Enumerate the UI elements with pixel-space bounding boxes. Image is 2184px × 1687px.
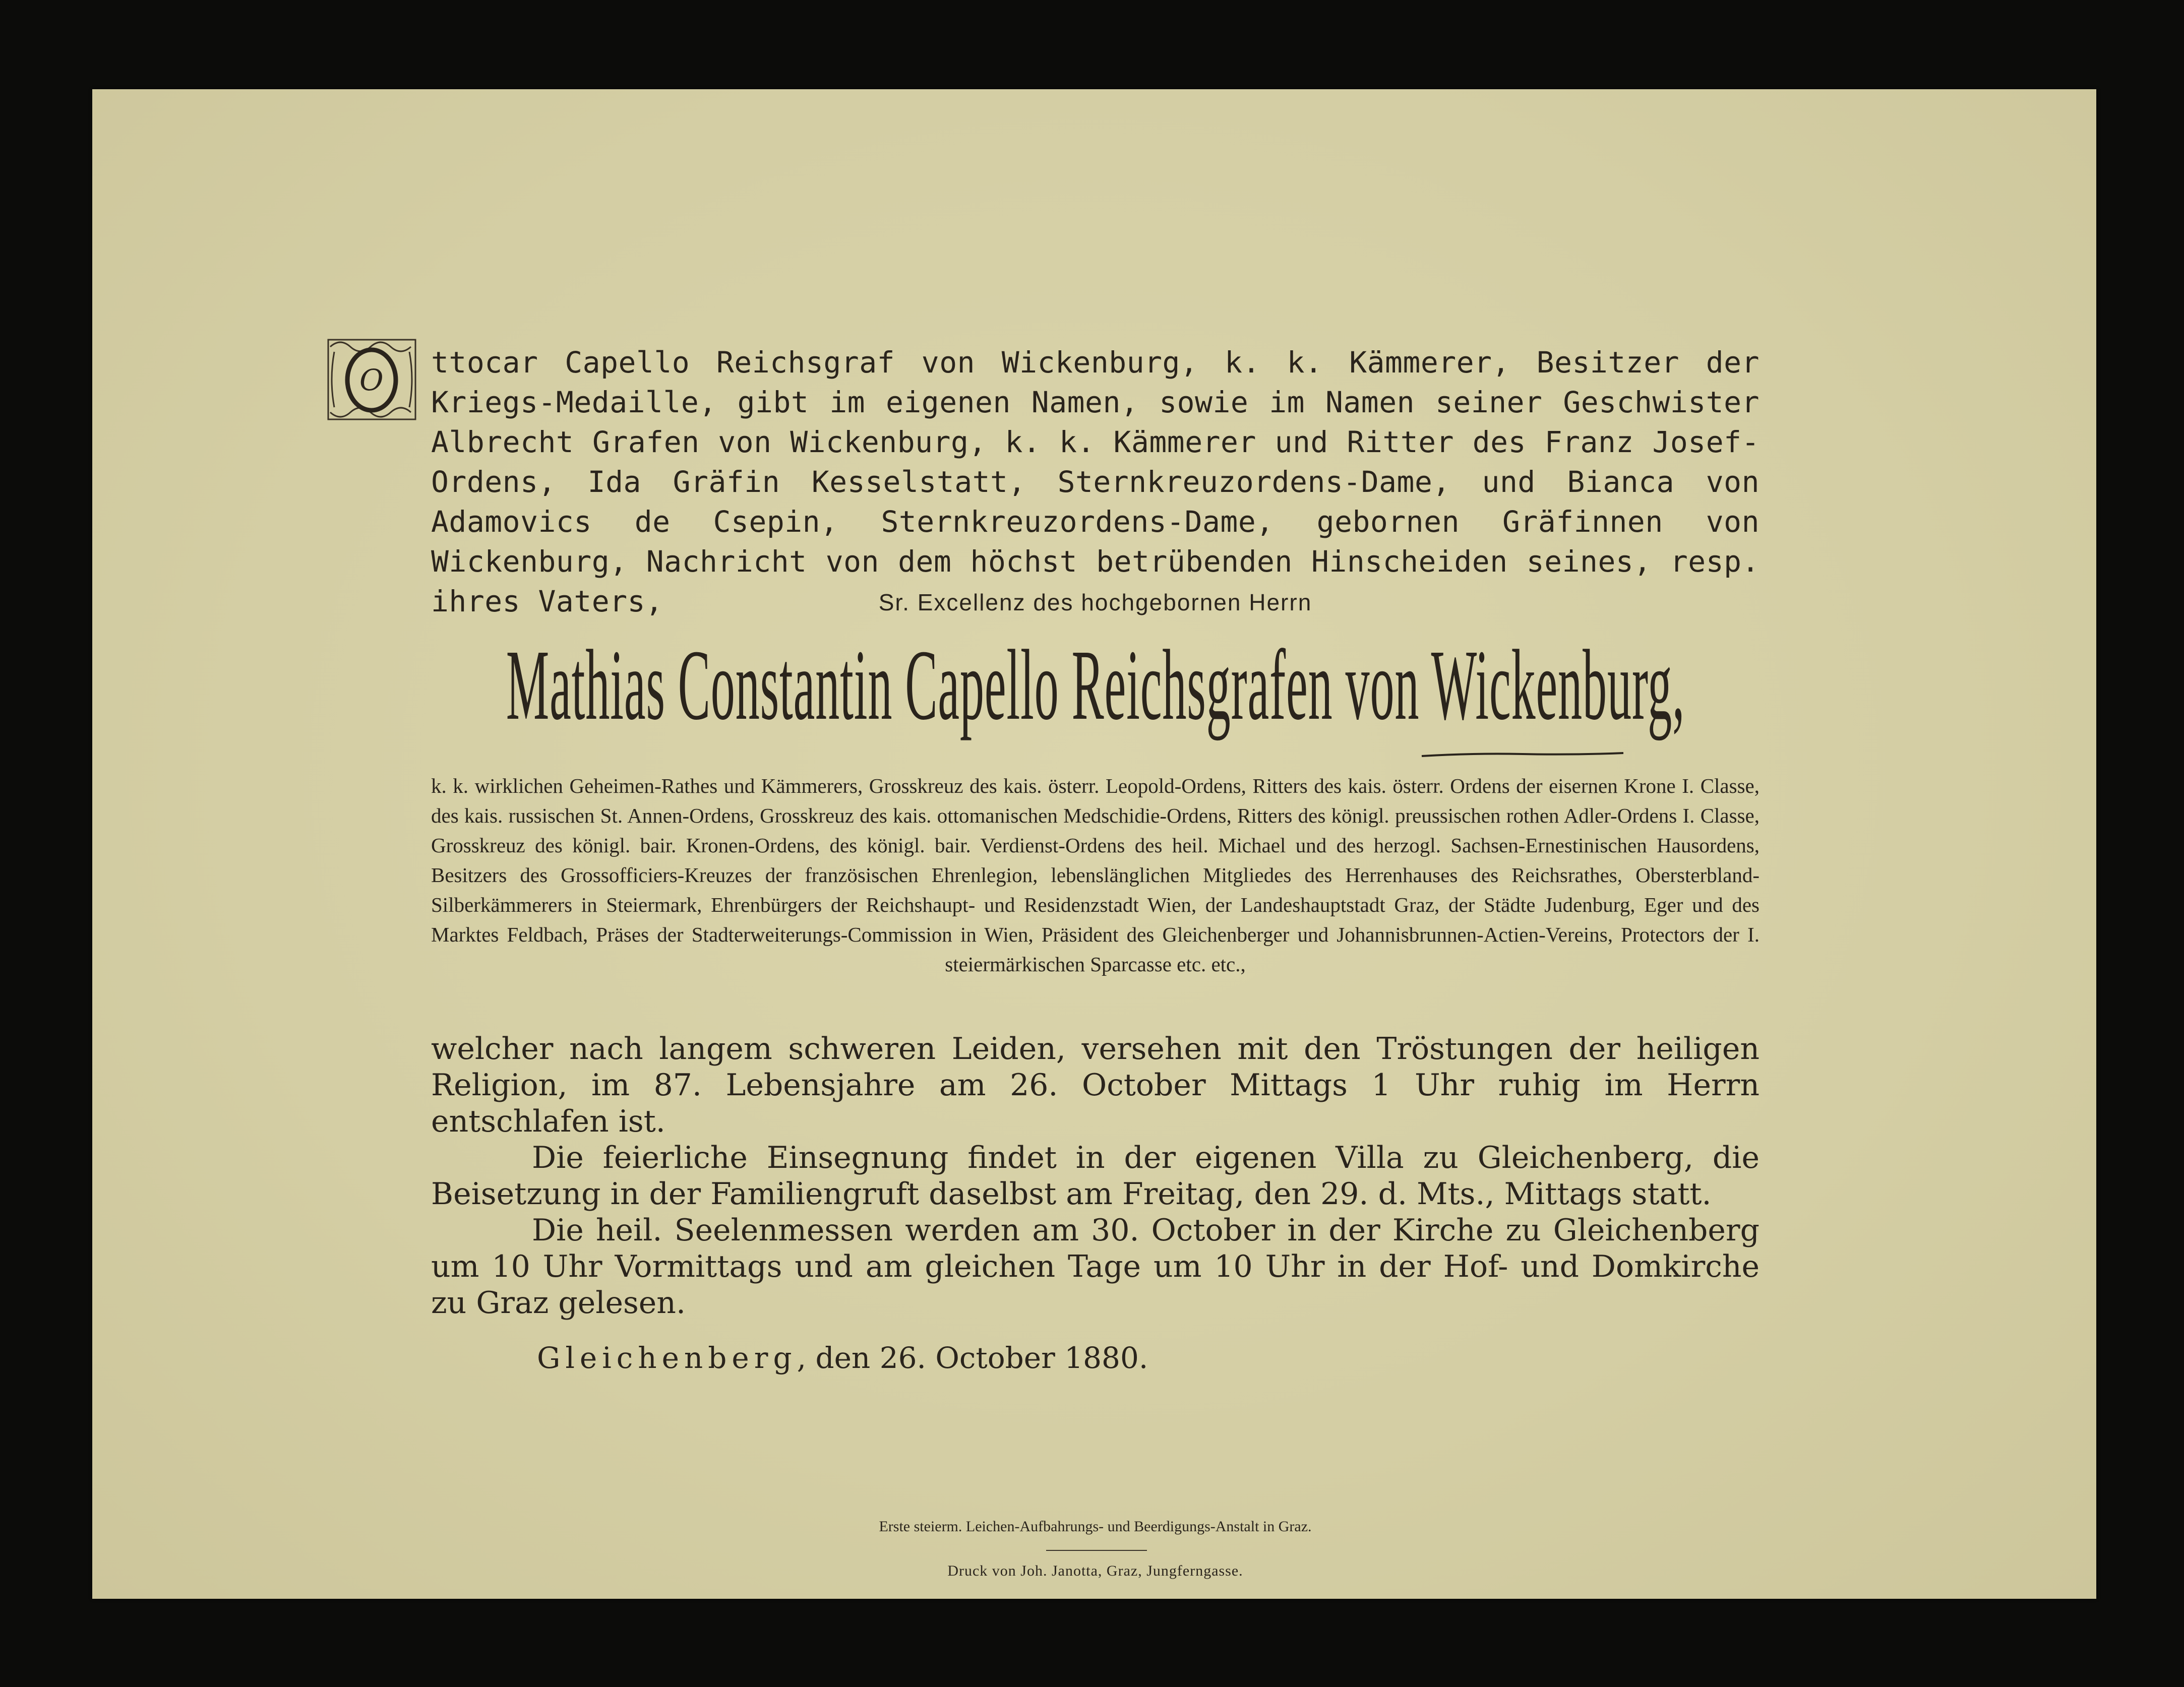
consecration-notice: Die feierliche Einsegnung findet in der eigenen Villa zu Gleichenberg, die Beisetzung in der Familiengruft daselbst am Freitag, den 29. d. Mts., Mittags statt.	[431, 1140, 1760, 1212]
intro-text: ttocar Capello Reichsgraf von Wickenburg, k. k. Kämmerer, Besitzer der Kriegs-Medaille, gibt im eigenen Namen, sowie im Namen seiner Geschwister Albrecht Grafen von Wickenburg, k. k. Kämmerer und Ritter des Franz Josef-Ordens, Ida Gräfin Kesselstatt, Sternkreuzordens-Dame, und Bianca von Adamovics de Csepin, Sternkreuzordens-Dame, gebornen Gräfinnen von Wickenburg, Nachricht von dem höchst betrübenden Hinscheiden seines, resp. ihres Vaters,	[431, 345, 1760, 618]
death-notice: welcher nach langem schweren Leiden, versehen mit den Tröstungen der heiligen Religion, im 87. Lebensjahre am 26. October Mittags 1 Uhr ruhig im Herrn entschlafen ist.	[431, 1031, 1760, 1139]
undertaker-imprint: Erste steierm. Leichen-Aufbahrungs- und Beerdigungs-Anstalt in Graz.	[879, 1518, 1312, 1535]
honorific-line: Sr. Excellenz des hochgebornen Herrn	[878, 589, 1312, 615]
dateline	[537, 1341, 1148, 1375]
dateline-place: Gleichenberg	[537, 1341, 797, 1375]
intro-paragraph	[359, 343, 1760, 621]
svg-text:O: O	[359, 363, 384, 397]
masses-notice: Die heil. Seelenmessen werden am 30. October in der Kirche zu Gleichenberg um 10 Uhr Vormittags und am gleichen Tage um 10 Uhr in der Hof- und Domkirche zu Graz gelesen.	[431, 1213, 1760, 1321]
printer-imprint: Druck von Joh. Janotta, Graz, Jungferngasse.	[947, 1563, 1243, 1579]
dateline-date: , den 26. October 1880.	[797, 1341, 1148, 1375]
ornamental-initial-o	[325, 337, 418, 422]
imprint-divider	[1046, 1550, 1147, 1551]
deceased-name-block	[431, 633, 1760, 748]
titles-and-honours: k. k. wirklichen Geheimen-Rathes und Kämmerers, Grosskreuz des kais. österr. Leopold-Ordens, Ritters des kais. österr. Ordens der eisernen Krone I. Classe, des kais. russischen St. Annen-Ordens, Grosskreuz des kais. ottomanischen Medschidie-Ordens, Ritters des königl. preussischen rothen Adler-Ordens I. Classe, Grosskreuz des königl. bair. Kronen-Ordens, des königl. bair. Verdienst-Ordens des heil. Michael und des herzogl. Sachsen-Ernestinischen Hausordens, Besitzers des Grossofficiers-Kreuzes der französischen Ehrenlegion, lebenslänglichen Mitgliedes des Herrenhauses des Reichsrathes, Obersterbland-Silberkämmerers in Steiermark, Ehrenbürgers der Reichshaupt- und Residenzstadt Wien, der Landeshauptstadt Graz, der Städte Judenburg, Eger und des Marktes Feldbach, Präses der Stadterweiterungs-Commission in Wien, Präsident des Gleichenberger und Johannisbrunnen-Actien-Vereins, Protectors der I. steiermärkischen Sparcasse etc. etc.,	[431, 774, 1760, 976]
underline-flourish	[1402, 746, 1654, 761]
deceased-name: Mathias Constantin Capello Reichsgrafen von Wickenburg,	[506, 633, 1685, 741]
closing-paragraphs	[431, 1031, 1760, 1321]
